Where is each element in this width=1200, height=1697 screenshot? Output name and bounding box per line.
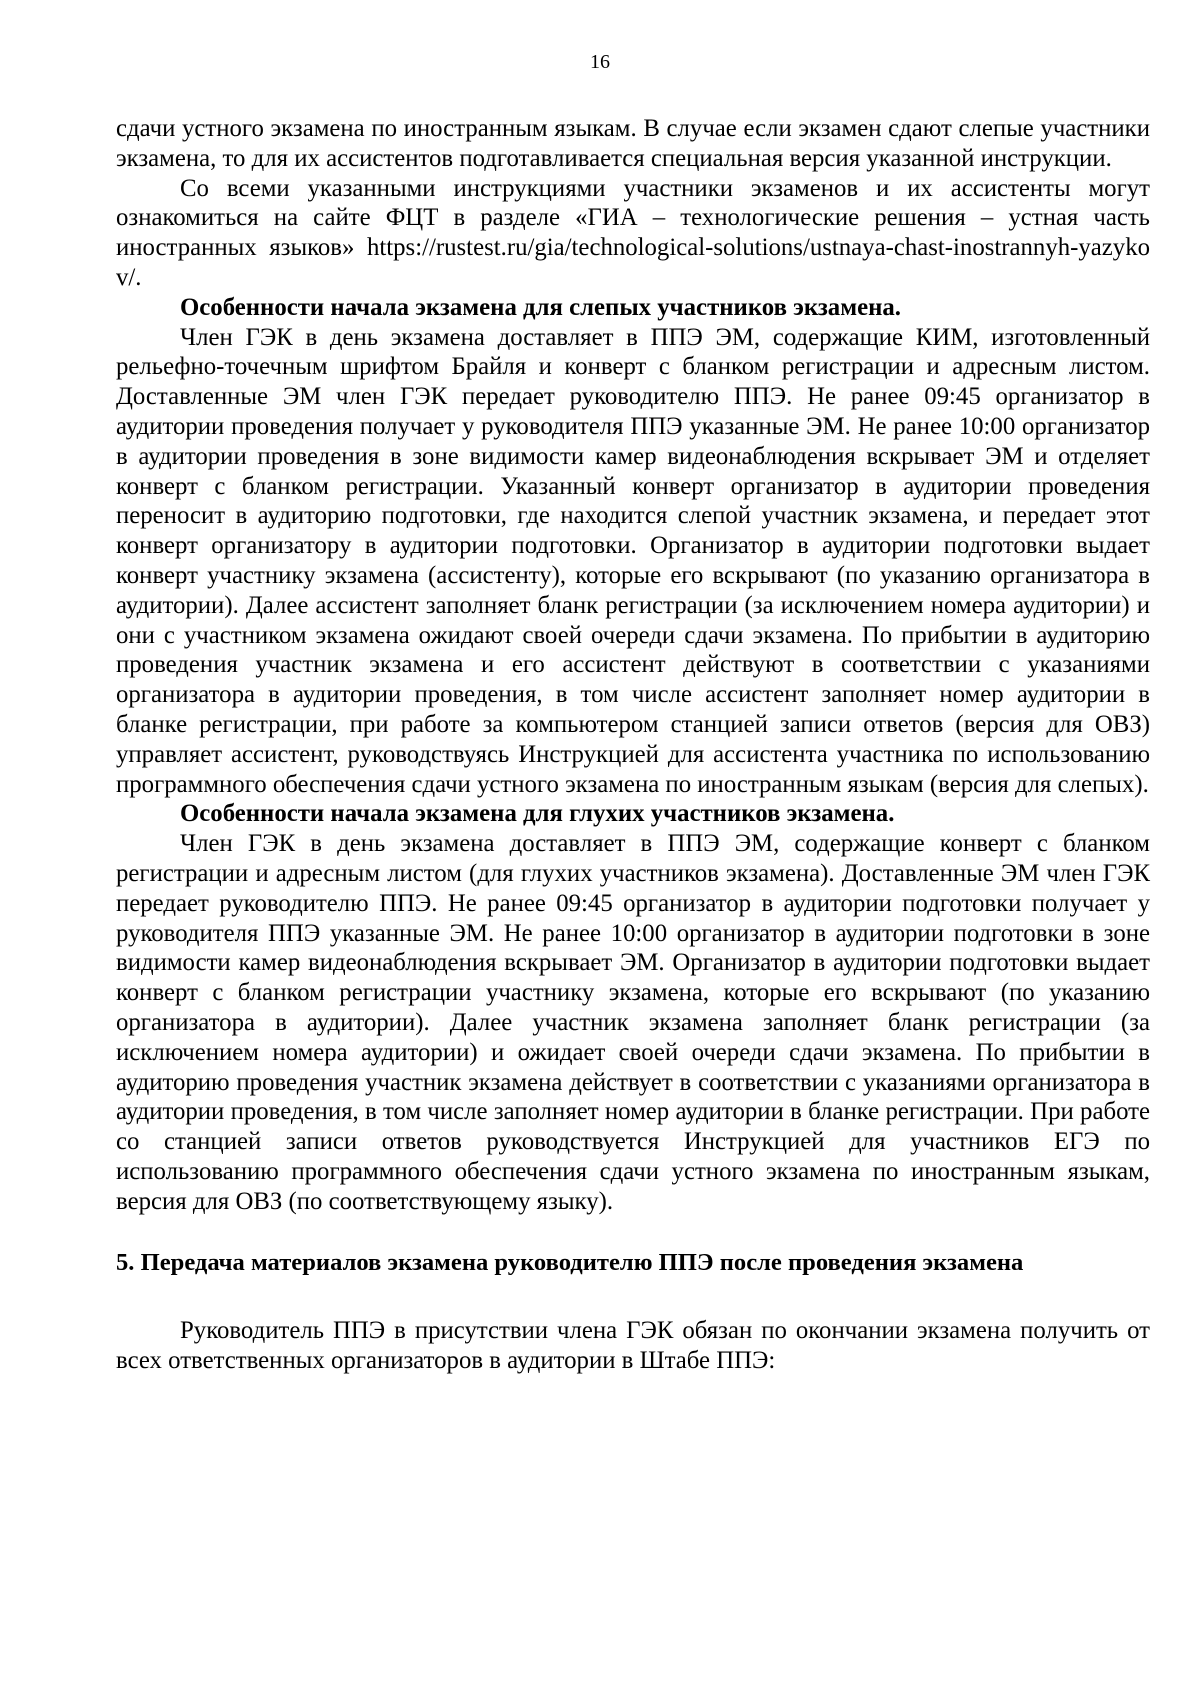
paragraph-deaf-procedure: Член ГЭК в день экзамена доставляет в ППЭ ЭМ, содержащие конверт с бланком регистрации и адресным листом (для глухих участников экзамена). Доставленные ЭМ член ГЭК передает руководителю ППЭ. Не ранее 09:45 организатор в аудитории подготовки получает у руководителя ППЭ указанные ЭМ. Не ранее 10:00 организатор в аудитории подготовки в зоне видимости камер видеонаблюдения вскрывает ЭМ. Организатор в аудитории подготовки выдает конверт с бланком регистрации участнику экзамена, которые его вскрывают (по указанию организатора в аудитории). Далее участник экзамена заполняет бланк регистрации (за исключением номера аудитории) и ожидает своей очереди сдачи экзамена. По прибытии в аудиторию проведения участник экзамена действует в соответствии с указаниями организатора в аудитории проведения, в том числе заполняет номер аудитории в бланке регистрации. При работе со станцией записи ответов руководствуется Инструкцией для участников ЕГЭ по использованию программного обеспечения сдачи устного экзамена по иностранным языкам, версия для ОВЗ (по соответствующему языку). [116,830,1150,1215]
page-number: 16 [590,51,610,73]
rustest-link[interactable]: https://rustest.ru/gia/technological-solutions/ustnaya-chast-inostrannyh-yazykov/ [116,234,1150,291]
paragraph-blind-procedure: Член ГЭК в день экзамена доставляет в ППЭ ЭМ, содержащие КИМ, изготовленный рельефно-точечным шрифтом Брайля и конверт с бланком регистрации и адресным листом. Доставленные ЭМ член ГЭК передает руководителю ППЭ. Не ранее 09:45 организатор в аудитории проведения получает у руководителя ППЭ указанные ЭМ. Не ранее 10:00 организатор в аудитории проведения в зоне видимости камер видеонаблюдения вскрывает ЭМ и отделяет конверт с бланком регистрации. Указанный конверт организатор в аудитории проведения переносит в аудиторию подготовки, где находится слепой участник экзамена, и передает этот конверт организатору в аудитории подготовки. Организатор в аудитории подготовки выдает конверт участнику экзамена (ассистенту), которые его вскрывают (по указанию организатора в аудитории). Далее ассистент заполняет бланк регистрации (за исключением номера аудитории) и они с участником экзамена ожидают своей очереди сдачи экзамена. По прибытии в аудиторию проведения участник экзамена и его ассистент действуют в соответствии с указаниями организатора в аудитории проведения, в том числе ассистент заполняет номер аудитории в бланке регистрации, при работе за компьютером станцией записи ответов (версия для ОВЗ) управляет ассистент, руководствуясь Инструкцией для ассистента участника по использованию программного обеспечения сдачи устного экзамена по иностранным языкам (версия для слепых). [116,323,1150,798]
paragraph-instructions-link [116,174,1150,293]
paragraph-section-5: Руководитель ППЭ в присутствии члена ГЭК обязан по окончании экзамена получить от всех ответственных организаторов в аудитории в Штабе ППЭ: [116,1317,1150,1375]
section-5-heading: 5. Передача материалов экзамена руководителю ППЭ после проведения экзамена [116,1249,1024,1277]
paragraph-instructions-end: . [135,263,142,291]
heading-deaf-participants: Особенности начала экзамена для глухих участников экзамена. [180,800,895,828]
paragraph-instructions-text: Со всеми указанными инструкциями участники экзаменов и их ассистенты могут ознакомиться на сайте ФЦТ в разделе «ГИА – технологические решения – устная часть иностранных языков» [116,174,1150,262]
paragraph-instruction-end: сдачи устного экзамена по иностранным языкам. В случае если экзамен сдают слепые участники экзамена, то для их ассистентов подготавливается специальная версия указанной инструкции. [116,115,1150,172]
heading-blind-participants: Особенности начала экзамена для слепых участников экзамена. [180,293,901,321]
page-content [116,114,1150,1376]
